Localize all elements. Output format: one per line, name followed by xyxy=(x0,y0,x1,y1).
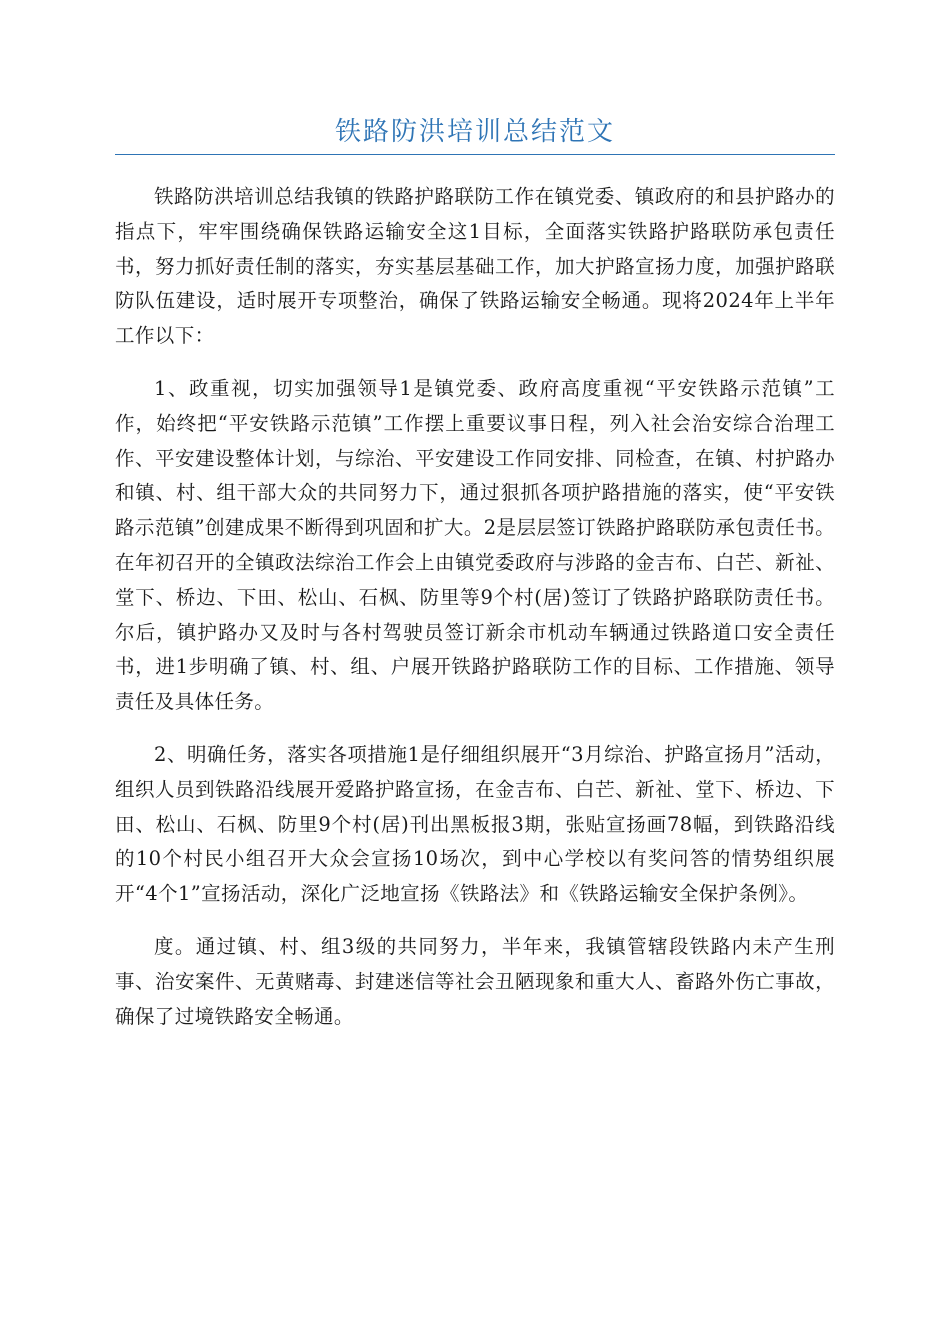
paragraph-section-1: 1、政重视，切实加强领导1是镇党委、政府高度重视“平安铁路示范镇”工作，始终把“平安铁路示范镇”工作摆上重要议事日程，列入社会治安综合治理工作、平安建设整体计划，与综治、平安建设工作同安排、同检查，在镇、村护路办和镇、村、组干部大众的共同努力下，通过狠抓各项护路措施的落实，使“平安铁路示范镇”创建成果不断得到巩固和扩大。2是层层签订铁路护路联防承包责任书。在年初召开的全镇政法综治工作会上由镇党委政府与涉路的金吉布、白芒、新祉、堂下、桥边、下田、松山、石枫、防里等9个村(居)签订了铁路护路联防责任书。尔后，镇护路办又及时与各村驾驶员签订新余市机动车辆通过铁路道口安全责任书，进1步明确了镇、村、组、户展开铁路护路联防工作的目标、工作措施、领导责任及具体任务。 xyxy=(115,376,835,714)
paragraph-intro: 铁路防洪培训总结我镇的铁路护路联防工作在镇党委、镇政府的和县护路办的指点下，牢牢围绕确保铁路运输安全这1目标，全面落实铁路护路联防承包责任书，努力抓好责任制的落实，夯实基层基础工作，加大护路宣扬力度，加强护路联防队伍建设，适时展开专项整治，确保了铁路运输安全畅通。现将2024年上半年工作以下： xyxy=(115,185,835,348)
document-title: 铁路防洪培训总结范文 xyxy=(334,117,615,147)
paragraph-conclusion: 度。通过镇、村、组3级的共同努力，半年来，我镇管辖段铁路内未产生刑事、治安案件、无黄赌毒、封建迷信等社会丑陋现象和重大人、畜路外伤亡事故，确保了过境铁路安全畅通。 xyxy=(115,934,835,1028)
paragraph-section-2: 2、明确任务，落实各项措施1是仔细组织展开“3月综治、护路宣扬月”活动，组织人员到铁路沿线展开爱路护路宣扬，在金吉布、白芒、新祉、堂下、桥边、下田、松山、石枫、防里9个村(居)刊出黑板报3期，张贴宣扬画78幅，到铁路沿线的10个村民小组召开大众会宣扬10场次，到中心学校以有奖问答的情势组织展开“4个1”宣扬活动，深化广泛地宣扬《铁路法》和《铁路运输安全保护条例》。 xyxy=(115,742,835,906)
title-underline xyxy=(115,154,835,155)
document-body xyxy=(115,180,835,1052)
